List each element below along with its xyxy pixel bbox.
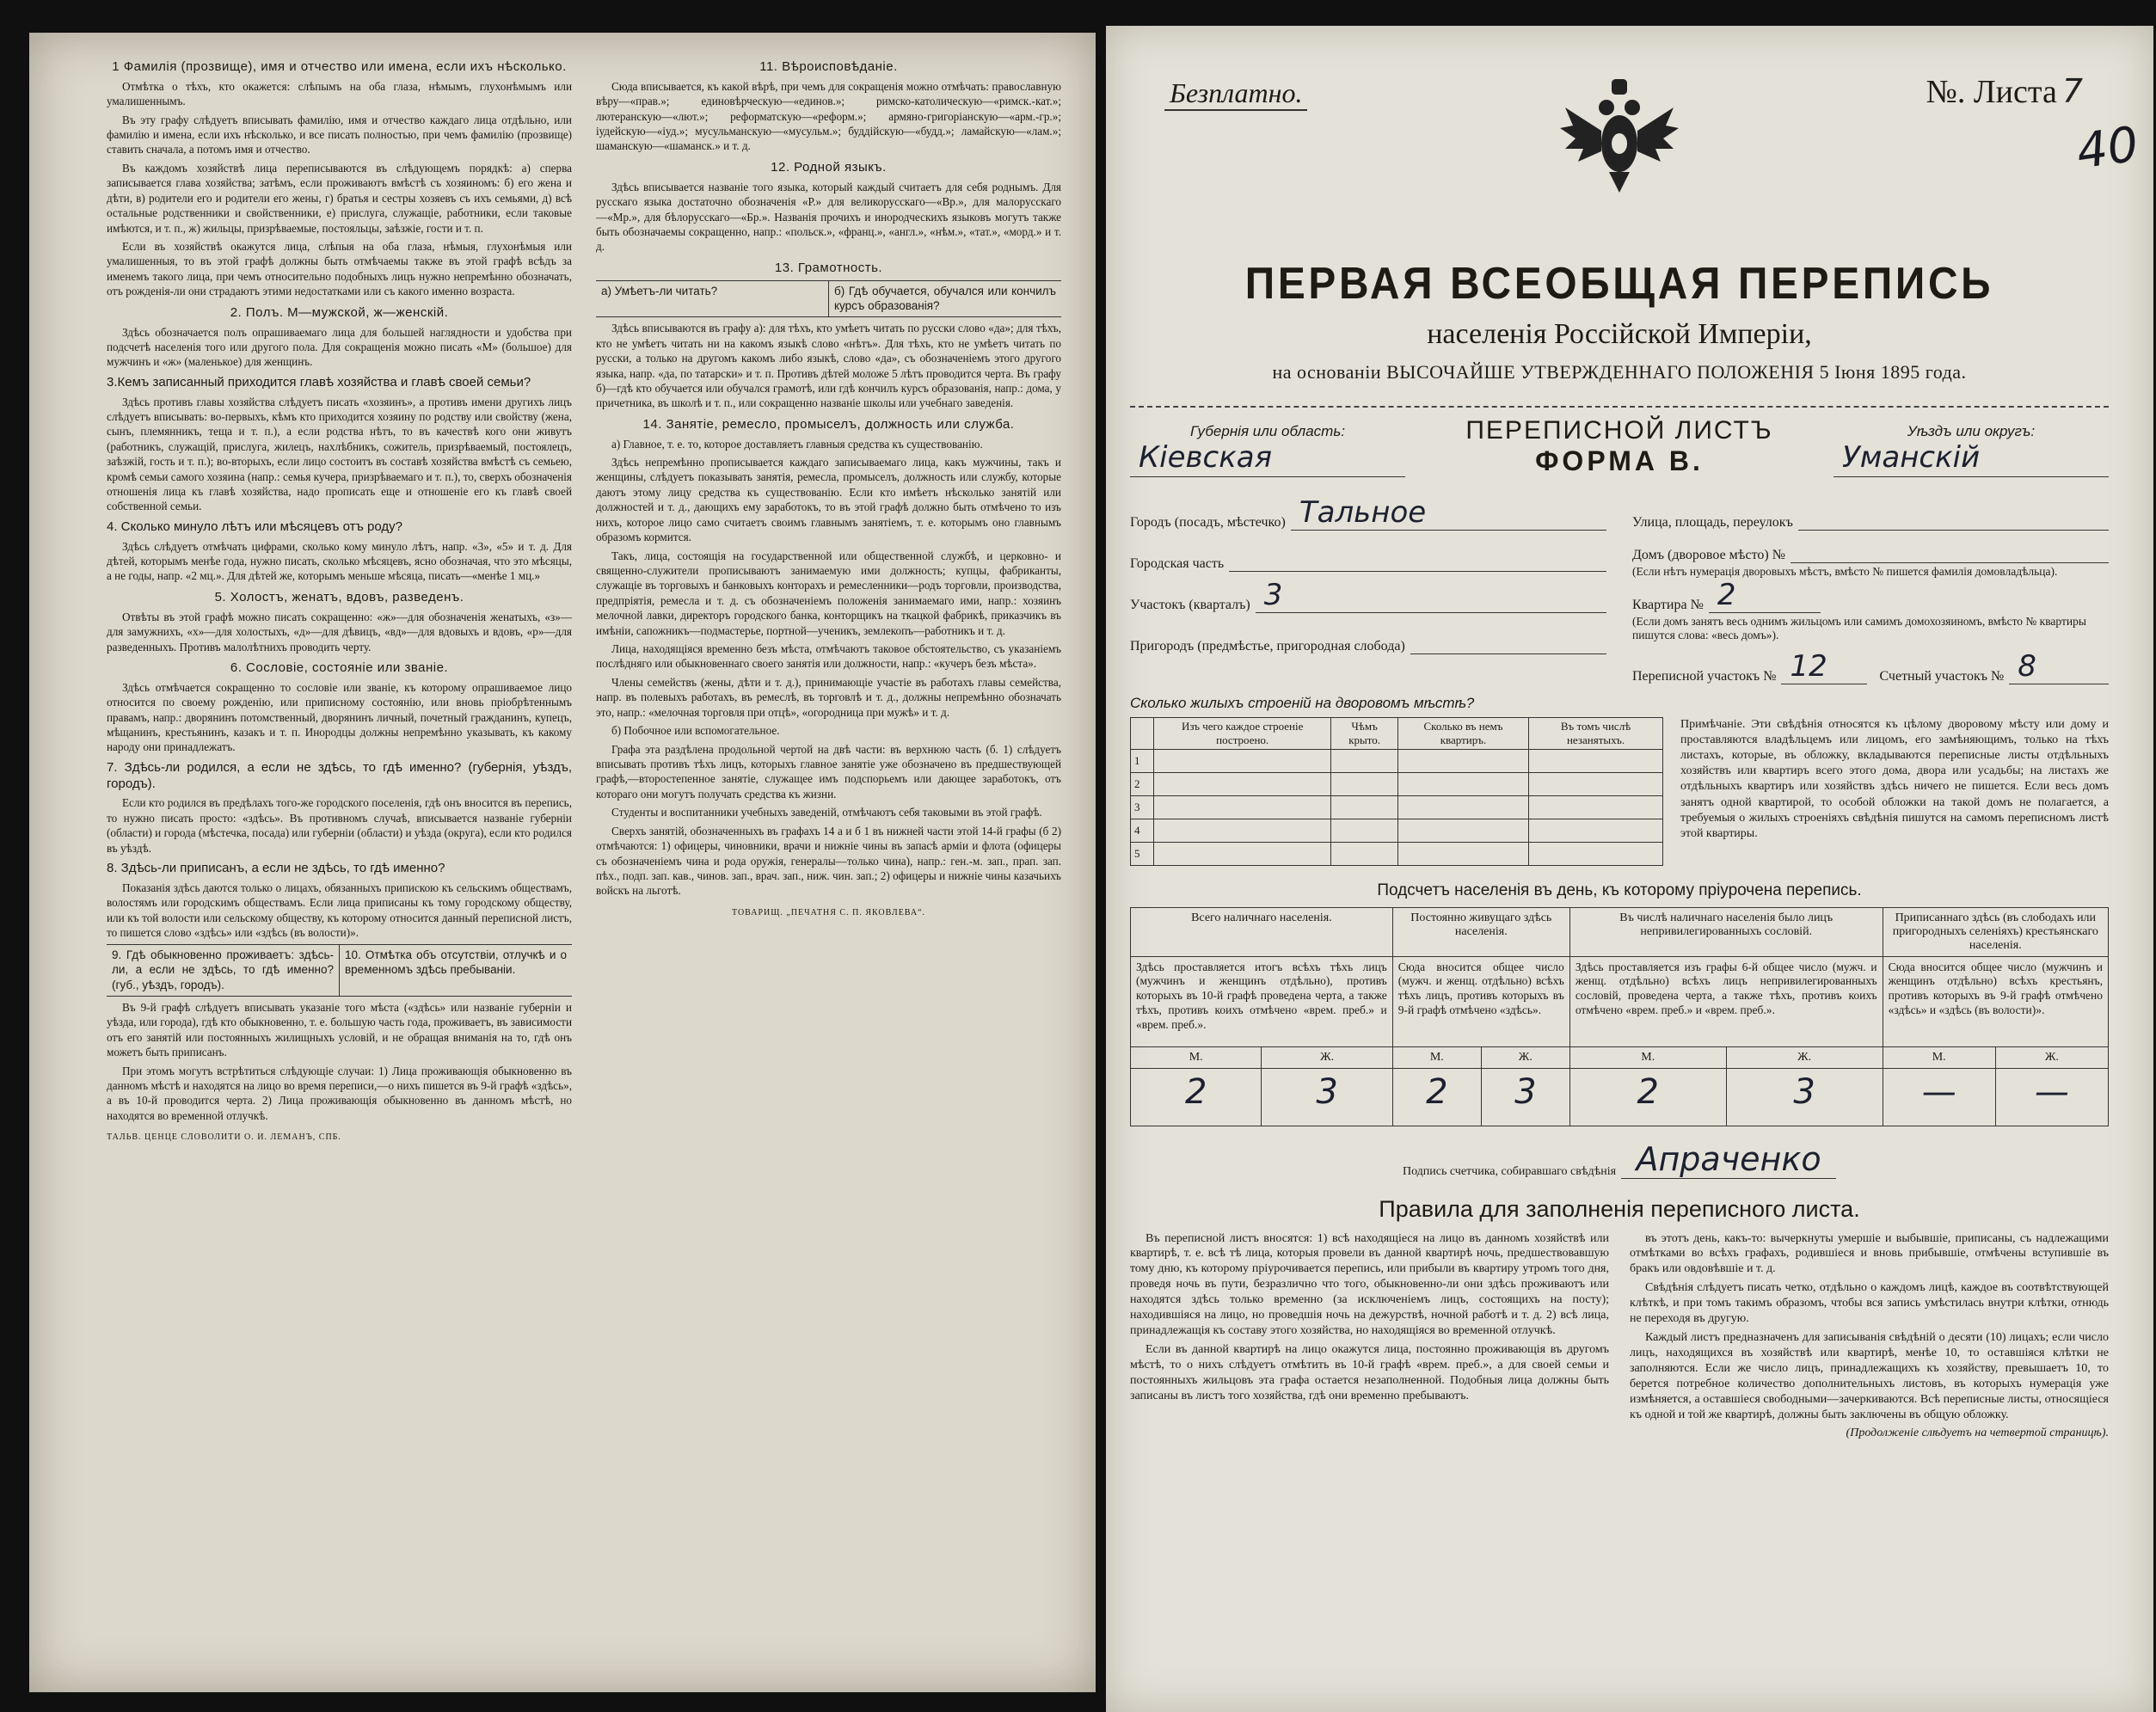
section-heading: 12. Родной языкъ. xyxy=(771,159,887,175)
buildings-row xyxy=(1131,749,1663,772)
paragraph: Если въ хозяйствѣ окажутся лица, слѣпыя на оба глаза, нѣмыя, глухонѣмыя или умалишенныя, то въ этой графѣ должны быть отмѣчаемы также въ этой графѣ всѣдъ за именемъ такого лица, при чемъ относительно подобныхъ лицъ нужно непремѣнно обозначать, отъ рожденія-ли они страдаютъ этими недостатками или съ какого именно возраста. xyxy=(107,240,572,298)
buildings-cell[interactable] xyxy=(1154,772,1331,795)
signature-row xyxy=(1130,1140,2109,1179)
paragraph: Отвѣты въ этой графѣ можно писать сокращенно: «ж»—для обозначенія женатыхъ, «з»—для замужнихъ, «х»—для холостыхъ, «д»—для дѣвицъ, «вд»—для вдовыхъ и вдовъ, «р»—для разведенныхъ. Противъ малолѣтнихъ проводить черту. xyxy=(107,610,572,654)
rules-paragraph: Въ переписной листъ вносятся: 1) всѣ находящіеся на лицо въ данномъ хозяйствѣ или квартирѣ, т. е. всѣ тѣ лица, которыя провели въ данной квартирѣ ночь, предшествовавшую тому дню, къ которому пріурочивается перепись, или прибыли въ квартиру утромъ того дня, проведя ночь въ пути, безразлично что того, обыкновенно-ли они здѣсь проживаютъ или находятся здѣсь только временно (за исключеніемъ лицъ, состоящихъ на посту); находившіяся на лицо, но проведшія ночь на дежурствѣ, ночной работѣ и т. д. 2) всѣ лица, принадлежащія къ составу этого хозяйства, но находящіяся во временной отлучкѣ. xyxy=(1130,1231,1609,1337)
paragraph: Здѣсь вписывается названіе того языка, который каждый считаетъ для себя роднымъ. Для русскаго языка достаточно обозначенія «Р.» для великорусскаго—«Вр.», для малорусскаго—«Мр.», для бѣлорусскаго—«Бр.». Названія прочихъ и инородческихъ языковъ могутъ также быть обозначаемы сокращенно, напр.: «польск.», «франц.», «англ.», «нѣм.», «тат.», «морд.» и т. д. xyxy=(596,180,1061,254)
buildings-cell[interactable] xyxy=(1529,819,1663,842)
population-header-cell: Всего наличнаго населенія. xyxy=(1131,907,1393,956)
sheet-title: ПЕРЕПИСНОЙ ЛИСТЪ xyxy=(1465,416,1773,445)
sex-label: М. xyxy=(1569,1046,1726,1068)
paragraph: Лица, находящіяся временно безъ мѣста, отмѣчаютъ таковое обстоятельство, съ указаніемъ послѣдняго или обыкновеннаго своего занятія или должности, напр.: «кучеръ безъ мѣста». xyxy=(596,642,1061,671)
paragraph: Такъ, лица, состоящія на государственной или общественной службѣ, и церковно- и священно-служители прописываютъ занимаемую ими должность; купцы, фабриканты, служащіе въ торговыхъ и банковыхъ конторахъ и ремесленники—родъ торговли, производства, предпріятія, ремесла и т. д. съ обозначеніемъ положенія занимаемаго ими, напр.: хозяинъ мелочной лавки, директоръ городского банка, конторщикъ на ткацкой фабрикѣ, приказчикъ въ имѣніи, сапожникъ—подмастерье, портной—ученикъ, землекопъ—работникъ и т. д. xyxy=(596,549,1061,637)
rules-paragraph: Если въ данной квартирѣ на лицо окажутся лица, постоянно проживающія въ другомъ мѣстѣ, то о нихъ слѣдуетъ отмѣтить въ 10-й графѣ «врем. преб.», а для своей семьи и постоянныхъ жильцовъ эта графа остается незаполненной. Подобныя лица должны быть записаны въ листъ того хозяйства, гдѣ они временно пребываютъ. xyxy=(1130,1342,1609,1402)
city-part-label: Городская часть xyxy=(1130,556,1225,571)
paragraph: Здѣсь обозначается полъ опрашиваемаго лица для большей наглядности и удобства при подсчетѣ населенія того или другого пола. Для сокращенія можно писать «М» (большое) для мужчинъ и «ж» (маленькое) для женщинъ. xyxy=(107,325,572,369)
subtable-cell-10: 10. Отмѣтка объ отсутствіи, отлучкѣ и о временномъ здѣсь пребываніи. xyxy=(345,948,567,977)
street-label: Улица, площадь, переулокъ xyxy=(1632,515,1793,530)
population-header-cell: Приписаннаго здѣсь (въ слободахъ или пригородныхъ селеніяхъ) крестьянскаго населенія. xyxy=(1883,907,2108,956)
rules-paragraph: Каждый листъ предназначенъ для записыванія свѣдѣній о десяти (10) лицахъ; если число лицъ, находящихся въ хозяйствѣ или квартирѣ, менѣе 10, то оставшіяся клѣтки не заполняются. Если же число лицъ, принадлежащихъ къ хозяйству, превышаетъ 10, то берется потребное количество дополнительныхъ листовъ, въ которыхъ нумерація уже измѣняется, а оставшіеся свободными—зачеркиваются. Всѣ переписные листы, относящіеся къ одной и той же квартирѣ, должны быть заключены въ общую обложку. xyxy=(1630,1331,2109,1421)
buildings-row xyxy=(1131,842,1663,865)
buildings-cell[interactable] xyxy=(1529,772,1663,795)
population-description: Сюда вносится общее число (мужчинъ и женщинъ отдѣльно) всѣхъ крестьянъ, противъ которыхъ въ 9-й графѣ отмѣчено «здѣсь» и «здѣсь (въ волости)». xyxy=(1883,956,2108,1046)
section-heading: 5. Холостъ, женатъ, вдовъ, разведенъ. xyxy=(214,589,464,604)
sex-label: Ж. xyxy=(1262,1046,1392,1068)
section-heading: 3.Кемъ записанный приходится главѣ хозяйства и главѣ своей семьи? xyxy=(107,374,531,390)
paragraph: Здѣсь отмѣчается сокращенно то сословіе или званіе, къ которому опрашиваемое лицо относится по своему рожденію, или приписному состоянію, или вновь пріобрѣтеннымъ правамъ, напр.: дворянинъ потомственный, дворянинъ личный, почетный гражданинъ, купецъ, мѣщанинъ, крестьянинъ, казакъ и т. п. Инородцы должны непремѣнно указывать, къ какому народу они принадлежатъ. xyxy=(107,680,572,754)
street-field[interactable] xyxy=(1798,495,2109,531)
census-basis: на основаніи ВЫСОЧАЙШЕ УТВЕРЖДЕННАГО ПОЛОЖЕНІЯ 5 Іюня 1895 года. xyxy=(1272,361,1967,383)
buildings-header-cell: Сколько въ немъ квартиръ. xyxy=(1397,717,1528,749)
buildings-cell[interactable] xyxy=(1397,842,1528,865)
buildings-cell[interactable] xyxy=(1529,795,1663,819)
population-value[interactable]: 3 xyxy=(1726,1068,1883,1126)
buildings-cell[interactable] xyxy=(1331,819,1398,842)
suburb-field[interactable] xyxy=(1410,619,1606,654)
buildings-cell[interactable] xyxy=(1331,842,1398,865)
population-table xyxy=(1130,907,2109,1126)
sex-label: М. xyxy=(1131,1046,1262,1068)
paragraph: Члены семействъ (жены, дѣти и т. д.), принимающіе участіе въ работахъ главы семейства, напр. въ полевыхъ работахъ, въ ремеслѣ, въ торговлѣ и т. д., должны непремѣнно обозначать это, напр.: «мелочная торговля при отцѣ», «огородница при мужѣ» и т. д. xyxy=(596,675,1061,719)
district-value[interactable]: Уманскій xyxy=(1834,440,2109,477)
apartment-value[interactable]: 2 xyxy=(1709,583,1821,613)
population-value[interactable]: — xyxy=(1995,1068,2108,1126)
census-form-page xyxy=(1106,26,2153,1712)
paragraph: Въ эту графу слѣдуетъ вписывать фамилію, имя и отчество каждаго лица отдѣльно, или фамилію и имена, если ихъ нѣсколько, и все писать полностью, при чемъ фамилію (прозвище) ставить сначала, а потомъ имя и отчество. xyxy=(107,113,572,156)
sex-label: Ж. xyxy=(1726,1046,1883,1068)
section-heading: 13. Грамотность. xyxy=(774,260,883,275)
house-label: Домъ (дворовое мѣсто) № xyxy=(1632,548,1785,562)
instructions-subtable-9-10 xyxy=(107,944,572,997)
city-part-field[interactable] xyxy=(1229,537,1606,572)
rules-title: Правила для заполненія переписного листа. xyxy=(1379,1195,1860,1222)
paragraph: а) Главное, т. е. то, которое доставляетъ главныя средства къ существованію. xyxy=(611,437,983,451)
count-area-label: Счетный участокъ № xyxy=(1879,668,2005,684)
census-area-label: Переписной участокъ № xyxy=(1632,668,1777,684)
subtable-cell-13a: а) Умѣетъ-ли читать? xyxy=(596,281,829,317)
town-value[interactable]: Тальное xyxy=(1291,495,1606,531)
precinct-label: Участокъ (кварталъ) xyxy=(1130,598,1250,612)
population-value[interactable]: 2 xyxy=(1569,1068,1726,1126)
sheet-number xyxy=(1926,72,2083,111)
free-label: Безплатно. xyxy=(1164,77,1307,111)
buildings-row xyxy=(1131,819,1663,842)
section-heading: 14. Занятіе, ремесло, промыселъ, должность или служба. xyxy=(642,416,1015,432)
buildings-cell[interactable] xyxy=(1154,819,1331,842)
paragraph: Показанія здѣсь даются только о лицахъ, обязанныхъ припискою къ сельскимъ обществамъ, волостямъ или городскимъ обществамъ. Если лица приписаны къ тому городскому обществу, или къ той волости или сельскому обществу, къ которому относится данный переписной листъ, то пишется слово «здѣсь» или «здѣсь (въ волости)». xyxy=(107,881,572,940)
rules-section xyxy=(1130,1231,2109,1442)
population-description: Здѣсь проставляется изъ графы 6-й общее число (мужч. и женщ. отдѣльно) всѣхъ лицъ непривилегированныхъ сословій, проведена черта, а также тѣхъ, противъ коихъ отмѣчено «врем. преб.» и «врем. преб.». xyxy=(1569,956,1883,1046)
buildings-cell[interactable] xyxy=(1331,772,1398,795)
buildings-row xyxy=(1131,795,1663,819)
printer-note-right: ТОВАРИЩ. „ПЕЧАТНЯ С. П. ЯКОВЛЕВА“. xyxy=(731,907,926,917)
section-heading: 11. Вѣроисповѣданіе. xyxy=(759,59,898,74)
census-subtitle: населенія Россійской Имперіи, xyxy=(1427,318,1812,350)
buildings-cell[interactable] xyxy=(1397,795,1528,819)
instructions-subtable-13 xyxy=(596,280,1061,318)
paragraph: б) Побочное или вспомогательное. xyxy=(611,724,780,738)
section-heading: 2. Полъ. М—мужской, ж—женскій. xyxy=(230,304,449,320)
census-title: ПЕРВАЯ ВСЕОБЩАЯ ПЕРЕПИСЬ xyxy=(1244,259,1994,309)
buildings-row-number: 3 xyxy=(1131,795,1154,819)
buildings-header-cell: Чѣмъ крыто. xyxy=(1331,717,1398,749)
instructions-column-2 xyxy=(596,53,1061,1675)
population-count-title: Подсчетъ населенія въ день, къ которому пріурочена перепись. xyxy=(1377,881,1862,899)
sex-label: Ж. xyxy=(1481,1046,1569,1068)
buildings-cell[interactable] xyxy=(1529,842,1663,865)
buildings-row xyxy=(1131,772,1663,795)
population-value[interactable]: 2 xyxy=(1131,1068,1262,1126)
instructions-column-1 xyxy=(107,53,572,1675)
population-value[interactable]: 3 xyxy=(1262,1068,1392,1126)
buildings-cell[interactable] xyxy=(1529,749,1663,772)
double-headed-eagle-emblem xyxy=(1555,69,1684,198)
buildings-cell[interactable] xyxy=(1331,795,1398,819)
buildings-header-cell: Изъ чего каждое строеніе построено. xyxy=(1154,717,1331,749)
buildings-question: Сколько жилыхъ строеній на дворовомъ мѣстѣ? xyxy=(1130,694,1475,711)
paragraph: Графа эта раздѣлена продольной чертой на двѣ части: въ верхнюю часть (б. 1) слѣдуетъ вписывать противъ тѣхъ лицъ, которыхъ главное занятіе уже обозначено въ предшествующей графѣ,—второстепенное занятіе, служащее имъ подспорьемъ или дающее заработокъ, отъ котораго они могутъ получать средства къ жизни. xyxy=(596,742,1061,801)
rules-paragraph: Свѣдѣнія слѣдуетъ писать четко, отдѣльно о каждомъ лицѣ, каждое въ соотвѣтствующей клѣткѣ, и при томъ такимъ образомъ, чтобы вся запись умѣстилась внутри клѣтки, отнюдь не переходя въ другую. xyxy=(1630,1281,2109,1326)
province-value[interactable]: Кіевская xyxy=(1130,440,1405,477)
population-value[interactable]: 2 xyxy=(1392,1068,1481,1126)
buildings-cell[interactable] xyxy=(1154,749,1331,772)
house-note: (Если нѣтъ нумерація дворовыхъ мѣстъ, вмѣсто № пишется фамилія домовладѣльца). xyxy=(1632,565,2058,578)
buildings-header-cell: Въ томъ числѣ незанятыхъ. xyxy=(1529,717,1663,749)
buildings-row-number: 1 xyxy=(1131,749,1154,772)
sheet-number-label: №. Листа xyxy=(1926,74,2057,110)
house-field[interactable] xyxy=(1791,537,2109,563)
buildings-note: Примѣчаніе. Эти свѣдѣнія относятся къ цѣлому дворовому мѣсту или дому и проставляются владѣльцемъ или лицомъ, его замѣняющимъ, только на тѣхъ листахъ, которые, въ обложку, вкладываются переписные листы отдѣльныхъ хозяйствъ или квартиръ всего этого дома, двора или усадьбы; на листахъ же отдѣльныхъ квартиръ или хозяйствъ здѣсь ничего не пишется. Если весь домъ занятъ одной квартирой, то особой обложки на такой домъ не полагается, а требуемыя о жилыхъ строеніяхъ свѣдѣнія пишутся на самомъ переписномъ листѣ этой квартиры. xyxy=(1680,717,2109,840)
section-heading: 8. Здѣсь-ли приписанъ, а если не здѣсь, то гдѣ именно? xyxy=(107,861,445,876)
paragraph: Здѣсь непремѣнно прописывается каждаго записываемаго лица, какъ мужчины, такъ и женщины, слѣдуетъ показывать занятія, ремесла, промыселъ, должность или службу, которые даютъ этому лицу средства къ существованію. Если кто имѣетъ нѣсколько занятій или должностей и т. д., дающихъ ему заработокъ, то въ этой графѣ должно быть отмѣчено то изъ нихъ, которое лицо само считаетъ своимъ главнымъ занятіемъ, т. е. которымъ оно главнымъ образомъ кормится. xyxy=(596,455,1061,544)
section-heading: 7. Здѣсь-ли родился, а если не здѣсь, то гдѣ именно? (губернія, уѣздъ, городъ). xyxy=(107,759,572,791)
district-label: Уѣздъ или округъ: xyxy=(1907,423,2036,439)
form-header xyxy=(1130,406,2109,477)
apartment-label: Квартира № xyxy=(1632,598,1704,613)
count-area-value[interactable]: 8 xyxy=(2009,649,2109,684)
apartment-note: (Если домъ занятъ весь однимъ жильцомъ или самимъ домохозяиномъ, вмѣсто № квартиры пишутся слова: «весь домъ»). xyxy=(1632,615,2086,642)
sheet-title-block xyxy=(1405,416,1834,477)
printer-note-left: ТАЛЬВ. ЦЕНЦЕ СЛОВОЛИТИ О. И. ЛЕМАНЪ, СПБ. xyxy=(107,1132,341,1143)
paragraph: Здѣсь вписываются въ графу а): для тѣхъ, кто умѣетъ читать по русски слово «да»; для тѣхъ, кто не умѣетъ читать ни на какомъ языкѣ слово «нѣтъ». Для тѣхъ, кто не умѣетъ читать по русски, а только на другомъ какомъ либо языкѣ, слово «да», съ обозначеніемъ этого другого языка, напр. «да, по татарски» и т. п. Противъ дѣтей моложе 5 лѣтъ проводится черта. Въ графу б)—гдѣ кто обучается или обучался грамотѣ, или гдѣ кончилъ курсъ образованія, напр.: дома, у причетника, въ школѣ и т. п., или сокращенно названіе школы или учебнаго заведенія. xyxy=(596,322,1061,410)
paragraph: При этомъ могутъ встрѣтиться слѣдующіе случаи: 1) Лица проживающія обыкновенно въ данномъ мѣстѣ и находятся на лицо во время переписи,—о нихъ пишется въ 9-й графѣ «здѣсь», а въ 10-й проводится черта. 2) Лица проживающія обыкновенно въ данномъ мѣстѣ, но находятся во временной отлучкѣ. xyxy=(107,1064,572,1122)
province-label: Губернія или область: xyxy=(1189,423,1345,439)
paragraph: Студенты и воспитанники учебныхъ заведеній, отмѣчаютъ себя таковыми въ этой графѣ. xyxy=(611,806,1042,819)
population-description: Здѣсь проставляется итогъ всѣхъ тѣхъ лицъ (мужчинъ и женщинъ отдѣльно), противъ которыхъ въ 10-й графѣ проведена черта, а также тѣхъ, противъ коихъ отмѣчено «врем. преб.» и «врем. преб.». xyxy=(1131,956,1393,1046)
buildings-row-number: 5 xyxy=(1131,842,1154,865)
buildings-table xyxy=(1130,717,1663,866)
left-page-instructions xyxy=(29,33,1096,1692)
section-heading: 4. Сколько минуло лѣтъ или мѣсяцевъ отъ роду? xyxy=(107,519,402,534)
population-description: Сюда вносится общее число (мужч. и женщ. отдѣльно) всѣхъ тѣхъ лицъ, противъ которыхъ въ 9-й графѣ отмѣчено «здѣсь». xyxy=(1392,956,1569,1046)
rules-paragraph: въ этотъ день, какъ-то: вычеркнуты умершіе и выбывшіе, приписаны, съ надлежащими отмѣтками во всѣхъ графахъ, родившіеся и вновь прибывшіе, отмѣчены вступившіе въ бракъ или овдовѣвшіе и т. д. xyxy=(1630,1231,2109,1276)
signature-value[interactable]: Апраченко xyxy=(1621,1140,1836,1179)
population-value[interactable]: — xyxy=(1883,1068,1995,1126)
section-heading: 6. Сословіе, состояніе или званіе. xyxy=(230,660,449,675)
buildings-cell[interactable] xyxy=(1397,819,1528,842)
paragraph: Здѣсь противъ главы хозяйства слѣдуетъ писать «хозяинъ», а противъ имени другихъ лицъ слѣдуетъ вписывать: во-первыхъ, кѣмъ кто приходится хозяину по родству или свойству (жена, сынъ, племянникъ, теща и т. п.), а если родства нѣтъ, то въ качествѣ кого они живутъ (работникъ, служащій, прислуга, жилецъ, нахлѣбникъ, сожитель, призрѣваемый, постоялецъ, заѣзжій, гость и т. п.); во-вторыхъ, если лицо состоитъ въ составѣ хозяйства вмѣстѣ съ семьею, кромѣ семьи самого хозяина (напр.: семья кучера, призрѣваемаго и т. п.), то, сверхъ обозначенія отношенія лица къ главѣ хозяйства, надо прописать еще и отношеніе его къ главѣ своей собственной семьи. xyxy=(107,395,572,513)
population-value[interactable]: 3 xyxy=(1481,1068,1569,1126)
paragraph: Если кто родился въ предѣлахъ того-же городского поселенія, гдѣ онъ вносится въ перепись, то нужно писать просто: «здѣсь». Въ противномъ случаѣ, вписывается названіе губерніи (области) и города (мѣстечка, посада) или губерніи (области) и уѣзда (округа), если кто родился въ уѣздѣ. xyxy=(107,796,572,855)
rules-continued-note: (Продолженіе слѣдуетъ на четвертой страницѣ). xyxy=(1846,1427,2109,1440)
population-header-cell: Постоянно живущаго здѣсь населенія. xyxy=(1392,907,1569,956)
sheet-number-value: 7 xyxy=(2061,72,2083,110)
buildings-cell[interactable] xyxy=(1397,749,1528,772)
paragraph: Сюда вписывается, къ какой вѣрѣ, при чемъ для сокращенія можно отмѣчать: православную вѣру—«прав.»; единовѣрческую—«единов.»; римско-католическую—«римск.-кат.»; лютеранскую—«лют.»; реформатскую—«реформ.»; армяно-григоріанскую—«арм.-гр.»; іудейскую—«іуд.»; мусульманскую—«мусульм.»; буддійскую—«будд.»; ламайскую—«лам.»; шаманскую—«шаманск.» и т. д. xyxy=(596,79,1061,153)
rules-column-right xyxy=(1630,1231,2109,1442)
sex-label: М. xyxy=(1883,1046,1995,1068)
signature-label: Подпись счетчика, собиравшаго свѣдѣнія xyxy=(1402,1164,1617,1178)
buildings-row-number: 4 xyxy=(1131,819,1154,842)
rules-column-left xyxy=(1130,1231,1609,1442)
buildings-cell[interactable] xyxy=(1154,795,1331,819)
sex-label: М. xyxy=(1392,1046,1481,1068)
paragraph: Въ 9-й графѣ слѣдуетъ вписывать указаніе того мѣста («здѣсь» или названіе губерніи и уѣзда, или города), гдѣ кто обыкновенно, т. е. большую часть года, проживаетъ, въ зависимости отъ его занятій или постоянныхъ жилищныхъ условій, и не обращая вниманія на то, гдѣ онъ можетъ быть приписанъ. xyxy=(107,1000,572,1059)
form-title: ФОРМА В. xyxy=(1535,445,1704,476)
paragraph: Сверхъ занятій, обозначенныхъ въ графахъ 14 а и б 1 въ нижней части этой 14-й графы (б 2) отмѣчаются: 1) офицеры, чиновники, врачи и нижніе чины въ запасѣ арміи и флота (офицеры съ обозначеніемъ чина и рода оружія, генералы—только чина), напр.: ген.-м. зап., прап. зап. пѣх., подп. зап. кав., чинов. зап., врач. зап., ниж. чин. зап.; 2) офицеры и нижніе чины казачьихъ войскъ на льготѣ. xyxy=(596,824,1061,898)
buildings-header-cell xyxy=(1131,717,1154,749)
section-heading: 1 Фамилія (прозвище), имя и отчество или имена, если ихъ нѣсколько. xyxy=(112,59,567,74)
buildings-cell[interactable] xyxy=(1397,772,1528,795)
buildings-cell[interactable] xyxy=(1154,842,1331,865)
paragraph: Здѣсь слѣдуетъ отмѣчать цифрами, сколько кому минуло лѣтъ, напр. «3», «5» и т. д. Для дѣтей, которымъ менѣе года, нужно писать, сколько мѣсяцевъ, ясно обозначая, что это мѣсяцы, а не годы, напр. «2 мц.». Для дѣтей же, которымъ меньше мѣсяца, писать—«менѣе 1 мц.» xyxy=(107,539,572,583)
buildings-row-number: 2 xyxy=(1131,772,1154,795)
margin-handwritten-number: 40 xyxy=(2073,116,2142,181)
buildings-cell[interactable] xyxy=(1331,749,1398,772)
census-area-value[interactable]: 12 xyxy=(1781,649,1867,684)
paragraph: Въ каждомъ хозяйствѣ лица переписываются въ слѣдующемъ порядкѣ: а) сперва записывается глава хозяйства; затѣмъ, если проживаютъ вмѣстѣ съ хозяиномъ: б) его жена и дѣти, в) родители его и родители его жены, г) братья и сестры хозяевъ съ ихъ семьями, д) всѣ остальные родственники и свойственники, е) прислуга, служащіе, работники, если таковые имѣются, и т. п., ж) жильцы, призрѣваемые, постояльцы, заѣзжіе, гости и т. п. xyxy=(107,161,572,235)
subtable-cell-9: 9. Гдѣ обыкновенно проживаетъ: здѣсь-ли, а если не здѣсь, то гдѣ именно? (губ., уѣздъ, городъ). xyxy=(107,945,340,996)
paragraph: Отмѣтка о тѣхъ, кто окажется: слѣпымъ на оба глаза, нѣмымъ, глухонѣмымъ или умалишеннымъ. xyxy=(107,79,572,108)
subtable-cell-13b: б) Гдѣ обучается, обучался или кончилъ курсъ образованія? xyxy=(834,284,1056,313)
town-label: Городъ (посадъ, мѣстечко) xyxy=(1130,515,1286,530)
precinct-value[interactable]: 3 xyxy=(1256,578,1606,613)
population-header-cell: Въ числѣ наличнаго населенія было лицъ непривилегированныхъ сословій. xyxy=(1569,907,1883,956)
sex-label: Ж. xyxy=(1995,1046,2108,1068)
suburb-label: Пригородъ (предмѣстье, пригородная слобода) xyxy=(1130,639,1405,654)
address-section xyxy=(1130,489,2109,684)
